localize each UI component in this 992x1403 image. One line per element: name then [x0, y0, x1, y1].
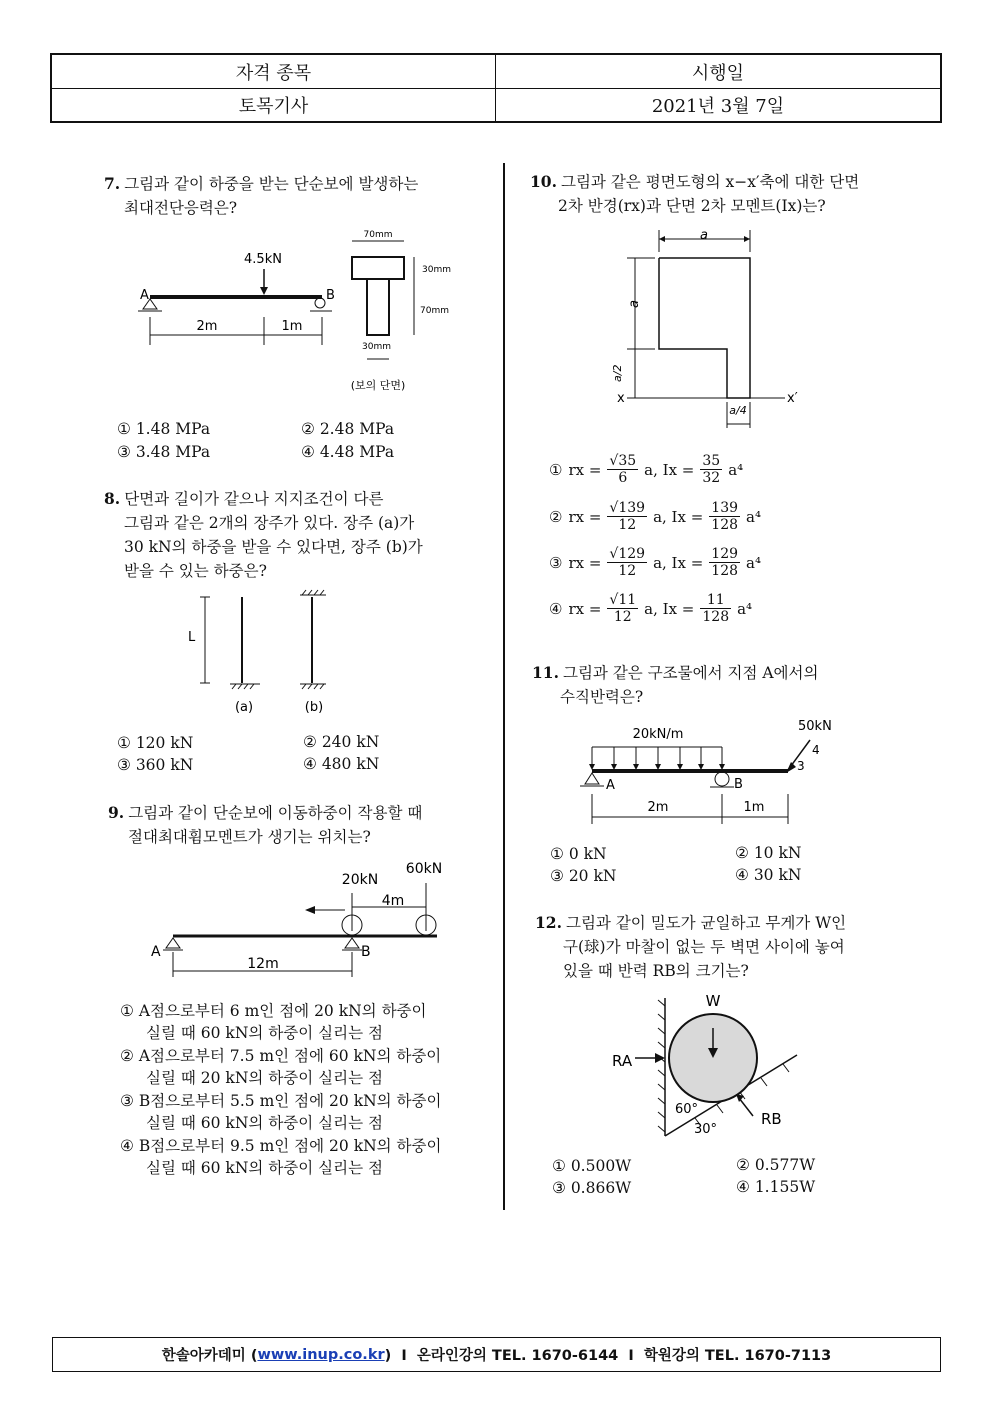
footer-contact: ) Ι 온라인강의 TEL. 1670-6144 Ι 학원강의 TEL. 1670-7113	[384, 1348, 832, 1364]
svg-text:a/2: a/2	[611, 364, 624, 382]
header-table	[50, 53, 942, 123]
question-11: 11. 그림과 같은 구조물에서 지점 A에서의 수직반력은?	[532, 663, 819, 706]
footer	[52, 1337, 941, 1372]
q12-option-2[interactable]: ② 0.577W	[736, 1156, 816, 1174]
q11-option-3[interactable]: ③ 20 kN	[550, 867, 617, 885]
svg-text:30mm: 30mm	[362, 342, 391, 352]
q7-figure	[130, 225, 470, 400]
q12-option-1[interactable]: ① 0.500W	[552, 1157, 632, 1175]
svg-text:x′: x′	[787, 391, 798, 406]
svg-text:(a): (a)	[234, 700, 254, 715]
svg-text:30°: 30°	[694, 1122, 718, 1137]
svg-text:L: L	[188, 630, 196, 645]
question-8: 8. 단면과 길이가 같으나 지지조건이 다른 그림과 같은 2개의 장주가 있다. 장주 (a)가 30 kN의 하중을 받을 수 있다면, 장주 (b)가 받을 수 있는 하중은?	[104, 489, 423, 580]
question-12: 12. 그림과 같이 밀도가 균일하고 무게가 W인 구(球)가 마찰이 없는 두 벽면 사이에 놓여 있을 때 반력 RB의 크기는?	[535, 913, 847, 980]
q10-figure	[605, 222, 835, 437]
question-9: 9. 그림과 같이 단순보에 이동하중이 작용할 때 절대최대휨모멘트가 생기는 위치는?	[108, 803, 423, 846]
header-date: 2021년 3월 7일	[651, 95, 785, 117]
q9-option-2[interactable]: ② A점으로부터 7.5 m인 점에 60 kN의 하중이 실릴 때 20 kN의 하중이 실리는 점	[120, 1047, 442, 1087]
q7-option-4[interactable]: ④ 4.48 MPa	[301, 443, 395, 461]
svg-text:4: 4	[812, 743, 820, 757]
svg-text:4.5kN: 4.5kN	[244, 252, 282, 267]
q10-option-3[interactable]: ③ rx = $\frac{√129}{12}$ a, Ix = $\frac{129}{128}$ a⁴	[549, 546, 761, 579]
q10-option-2[interactable]: ② rx = $\frac{√139}{12}$ a, Ix = $\frac{139}{128}$ a⁴	[549, 500, 761, 533]
svg-text:20kN/m: 20kN/m	[632, 727, 684, 742]
svg-text:x: x	[617, 391, 625, 406]
svg-text:60kN: 60kN	[405, 861, 443, 877]
q7-option-1[interactable]: ① 1.48 MPa	[117, 420, 211, 438]
svg-text:RB: RB	[761, 1110, 782, 1128]
svg-text:A: A	[151, 944, 161, 960]
q11-option-1[interactable]: ① 0 kN	[550, 845, 607, 863]
q12-figure	[605, 990, 815, 1140]
q7-option-3[interactable]: ③ 3.48 MPa	[117, 443, 211, 461]
svg-text:a/4: a/4	[729, 404, 747, 417]
footer-academy: 한솔아카데미 (	[161, 1348, 258, 1364]
svg-text:RA: RA	[612, 1052, 633, 1070]
svg-text:A: A	[606, 778, 615, 793]
svg-text:B: B	[326, 288, 335, 303]
svg-text:a: a	[627, 300, 642, 308]
q8-option-3[interactable]: ③ 360 kN	[117, 756, 194, 774]
svg-text:70mm: 70mm	[363, 230, 393, 240]
svg-text:4m: 4m	[381, 893, 405, 909]
footer-website-link[interactable]: www.inup.co.kr	[257, 1346, 385, 1363]
q10-option-1[interactable]: ① rx = $\frac{√35}{6}$ a, Ix = $\frac{35}{32}$ a⁴	[549, 453, 744, 486]
svg-text:20kN: 20kN	[341, 872, 379, 888]
q10-option-4[interactable]: ④ rx = $\frac{√11}{12}$ a, Ix = $\frac{11}{128}$ a⁴	[549, 592, 753, 625]
svg-text:2m: 2m	[196, 319, 218, 334]
svg-text:(b): (b)	[304, 700, 324, 715]
q8-option-4[interactable]: ④ 480 kN	[303, 755, 380, 773]
q11-option-2[interactable]: ② 10 kN	[735, 844, 802, 862]
svg-text:a: a	[700, 228, 708, 243]
column-divider	[503, 163, 505, 1210]
svg-text:1m: 1m	[281, 319, 303, 334]
svg-text:30mm: 30mm	[422, 265, 451, 275]
q8-option-1[interactable]: ① 120 kN	[117, 734, 194, 752]
q11-figure	[570, 712, 840, 827]
header-col2-title: 시행일	[691, 62, 745, 84]
q8-figure	[180, 585, 340, 720]
svg-text:50kN: 50kN	[798, 719, 832, 734]
q12-option-4[interactable]: ④ 1.155W	[736, 1178, 816, 1196]
q7-option-2[interactable]: ② 2.48 MPa	[301, 420, 395, 438]
q9-option-3[interactable]: ③ B점으로부터 5.5 m인 점에 20 kN의 하중이 실릴 때 60 kN의 하중이 실리는 점	[120, 1092, 442, 1132]
header-col1-title: 자격 종목	[52, 55, 496, 88]
svg-text:W: W	[705, 992, 721, 1010]
svg-text:60°: 60°	[675, 1102, 699, 1117]
svg-text:B: B	[734, 777, 743, 792]
q11-option-4[interactable]: ④ 30 kN	[735, 866, 802, 884]
q9-option-4[interactable]: ④ B점으로부터 9.5 m인 점에 20 kN의 하중이 실릴 때 60 kN의 하중이 실리는 점	[120, 1137, 442, 1177]
svg-text:B: B	[361, 944, 371, 960]
svg-text:A: A	[140, 288, 149, 303]
question-7: 7. 그림과 같이 하중을 받는 단순보에 발생하는 최대전단응력은?	[104, 174, 419, 217]
header-subject: 토목기사	[52, 88, 496, 121]
q12-option-3[interactable]: ③ 0.866W	[552, 1179, 632, 1197]
svg-text:2m: 2m	[647, 800, 669, 815]
q9-option-1[interactable]: ① A점으로부터 6 m인 점에 20 kN의 하중이 실릴 때 60 kN의 하중이 실리는 점	[120, 1002, 427, 1042]
svg-text:3: 3	[797, 759, 805, 773]
q9-figure	[145, 855, 455, 980]
svg-text:12m: 12m	[247, 956, 279, 972]
question-10: 10. 그림과 같은 평면도형의 x−x′축에 대한 단면 2차 반경(rx)과 단면 2차 모멘트(Ix)는?	[530, 172, 860, 215]
svg-text:1m: 1m	[743, 800, 765, 815]
svg-text:(보의 단면): (보의 단면)	[350, 379, 406, 392]
q8-option-2[interactable]: ② 240 kN	[303, 733, 380, 751]
svg-text:70mm: 70mm	[420, 306, 449, 316]
